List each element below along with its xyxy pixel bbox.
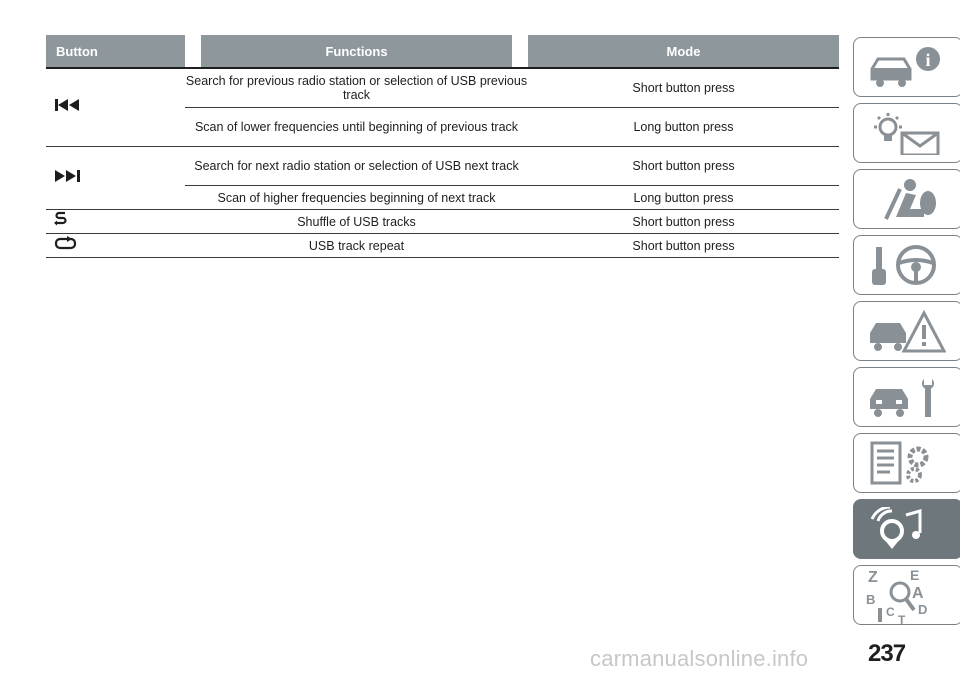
function-cell: Scan of lower frequencies until beginning of previous track bbox=[194, 120, 519, 134]
warning-lights-message-icon bbox=[866, 111, 946, 155]
shuffle-icon bbox=[54, 211, 68, 232]
previous-track-icon bbox=[54, 98, 82, 117]
mode-cell: Long button press bbox=[633, 120, 734, 134]
svg-text:E: E bbox=[910, 567, 920, 583]
next-track-icon bbox=[54, 169, 82, 188]
svg-text:A: A bbox=[912, 585, 924, 602]
svg-text:C: C bbox=[886, 605, 895, 619]
function-cell: Shuffle of USB tracks bbox=[297, 214, 416, 229]
mode-cell: Short button press bbox=[632, 214, 735, 229]
tab-multimedia[interactable] bbox=[853, 499, 960, 559]
multimedia-icon bbox=[866, 507, 946, 551]
table-group-repeat bbox=[46, 234, 839, 258]
table-row bbox=[185, 234, 839, 257]
tab-emergency[interactable] bbox=[853, 301, 960, 361]
svg-text:i: i bbox=[925, 50, 931, 70]
function-cell: Scan of higher frequencies beginning of next track bbox=[217, 190, 496, 205]
watermark-text: carmanualsonline.info bbox=[590, 646, 809, 671]
functions-table bbox=[46, 35, 839, 258]
header-mode: Mode bbox=[528, 35, 839, 67]
table-row bbox=[185, 210, 839, 233]
tab-car-info[interactable] bbox=[853, 37, 960, 97]
svg-text:Z: Z bbox=[868, 569, 878, 586]
table-row bbox=[185, 69, 839, 107]
mode-cell: Long button press bbox=[633, 190, 734, 205]
tab-seat-airbag[interactable] bbox=[853, 169, 960, 229]
specifications-gears-icon bbox=[866, 441, 946, 485]
tab-maintenance[interactable] bbox=[853, 367, 960, 427]
table-group-next bbox=[46, 147, 839, 210]
header-functions: Functions bbox=[201, 35, 512, 67]
svg-text:B: B bbox=[866, 592, 876, 607]
tab-index[interactable] bbox=[853, 565, 960, 625]
table-row bbox=[185, 185, 839, 209]
mode-cell: Short button press bbox=[632, 238, 735, 253]
repeat-icon bbox=[54, 236, 78, 255]
car-info-icon bbox=[866, 45, 946, 89]
alphabetical-index-icon bbox=[866, 566, 946, 624]
seat-airbag-icon bbox=[866, 177, 946, 221]
page-number: 237 bbox=[868, 640, 906, 667]
table-row bbox=[185, 147, 839, 185]
tab-warning-lights[interactable] bbox=[853, 103, 960, 163]
svg-text:T: T bbox=[898, 613, 906, 624]
table-header bbox=[46, 35, 839, 67]
function-cell: Search for previous radio station or selection of USB previous track bbox=[185, 74, 528, 102]
svg-text:D: D bbox=[918, 602, 928, 617]
mode-cell: Short button press bbox=[632, 159, 735, 173]
table-row bbox=[185, 107, 839, 146]
car-emergency-icon bbox=[866, 309, 946, 353]
mode-cell: Short button press bbox=[632, 81, 735, 95]
key-steering-wheel-icon bbox=[866, 243, 946, 287]
function-cell: USB track repeat bbox=[308, 238, 405, 253]
car-maintenance-icon bbox=[866, 375, 946, 419]
table-group-shuffle bbox=[46, 210, 839, 234]
tab-key-steering[interactable] bbox=[853, 235, 960, 295]
table-group-previous bbox=[46, 69, 839, 147]
header-button: Button bbox=[46, 35, 185, 67]
tab-specifications[interactable] bbox=[853, 433, 960, 493]
function-cell: Search for next radio station or selection of USB next track bbox=[194, 159, 519, 173]
